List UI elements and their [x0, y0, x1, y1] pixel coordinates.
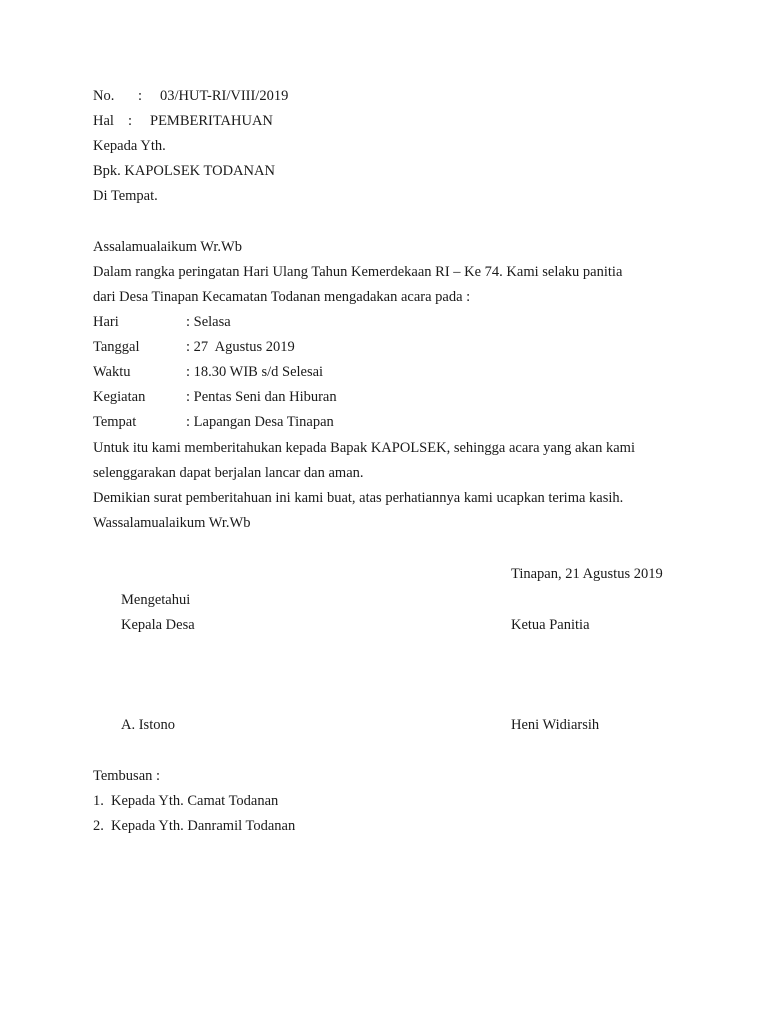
- detail-row: [93, 338, 295, 356]
- greeting: Assalamualaikum Wr.Wb: [93, 239, 242, 255]
- closing-sentence: Demikian surat pemberitahuan ini kami buat, atas perhatiannya kami ucapkan terima kasih.: [93, 490, 624, 506]
- cc-item-number: 2.: [93, 818, 104, 834]
- recipient-place: Di Tempat.: [93, 188, 158, 204]
- letter-number-colon: :: [138, 88, 143, 104]
- intro-line-1: Dalam rangka peringatan Hari Ulang Tahun Kemerdekaan RI – Ke 74. Kami selaku panitia: [93, 264, 623, 280]
- detail-row: [93, 363, 323, 381]
- detail-label: Tempat: [93, 414, 137, 430]
- letter-subject-colon: :: [128, 113, 133, 129]
- detail-row: [93, 313, 231, 331]
- letter-number-value: 03/HUT-RI/VIII/2019: [160, 88, 289, 104]
- recipient-name: Bpk. KAPOLSEK TODANAN: [93, 163, 275, 179]
- cc-item-text: Kepada Yth. Camat Todanan: [111, 793, 279, 809]
- detail-value: : Selasa: [186, 314, 231, 330]
- farewell: Wassalamualaikum Wr.Wb: [93, 515, 251, 531]
- cc-item-number: 1.: [93, 793, 104, 809]
- place-date: Tinapan, 21 Agustus 2019: [511, 566, 663, 582]
- detail-row: [93, 388, 337, 406]
- right-signatory-title: Ketua Panitia: [511, 617, 590, 633]
- detail-value: : 18.30 WIB s/d Selesai: [186, 364, 324, 380]
- letter-subject-label: Hal: [93, 113, 114, 129]
- letter-number-line: [93, 87, 288, 105]
- detail-label: Kegiatan: [93, 389, 146, 405]
- cc-item: [93, 817, 295, 835]
- detail-label: Tanggal: [93, 339, 140, 355]
- intro-line-2: dari Desa Tinapan Kecamatan Todanan mengadakan acara pada :: [93, 289, 471, 305]
- left-signatory-title: Kepala Desa: [121, 617, 195, 633]
- cc-item: [93, 792, 278, 810]
- recipient-to: Kepada Yth.: [93, 138, 166, 154]
- detail-row: [93, 413, 334, 431]
- detail-value: : Pentas Seni dan Hiburan: [186, 389, 337, 405]
- letter-subject-line: [93, 112, 273, 130]
- detail-value: : Lapangan Desa Tinapan: [186, 414, 334, 430]
- left-signatory-name: A. Istono: [121, 717, 175, 733]
- letter-subject-value: PEMBERITAHUAN: [150, 113, 273, 129]
- letter-number-label: No.: [93, 88, 115, 104]
- request-line-2: selenggarakan dapat berjalan lancar dan aman.: [93, 465, 364, 481]
- request-line-1: Untuk itu kami memberitahukan kepada Bapak KAPOLSEK, sehingga acara yang akan kami: [93, 440, 635, 456]
- right-signatory-name: Heni Widiarsih: [511, 717, 600, 733]
- detail-label: Waktu: [93, 364, 131, 380]
- cc-item-text: Kepada Yth. Danramil Todanan: [111, 818, 296, 834]
- detail-label: Hari: [93, 314, 119, 330]
- cc-label: Tembusan :: [93, 768, 161, 784]
- acknowledged-label: Mengetahui: [121, 592, 191, 608]
- detail-value: : 27 Agustus 2019: [186, 339, 295, 355]
